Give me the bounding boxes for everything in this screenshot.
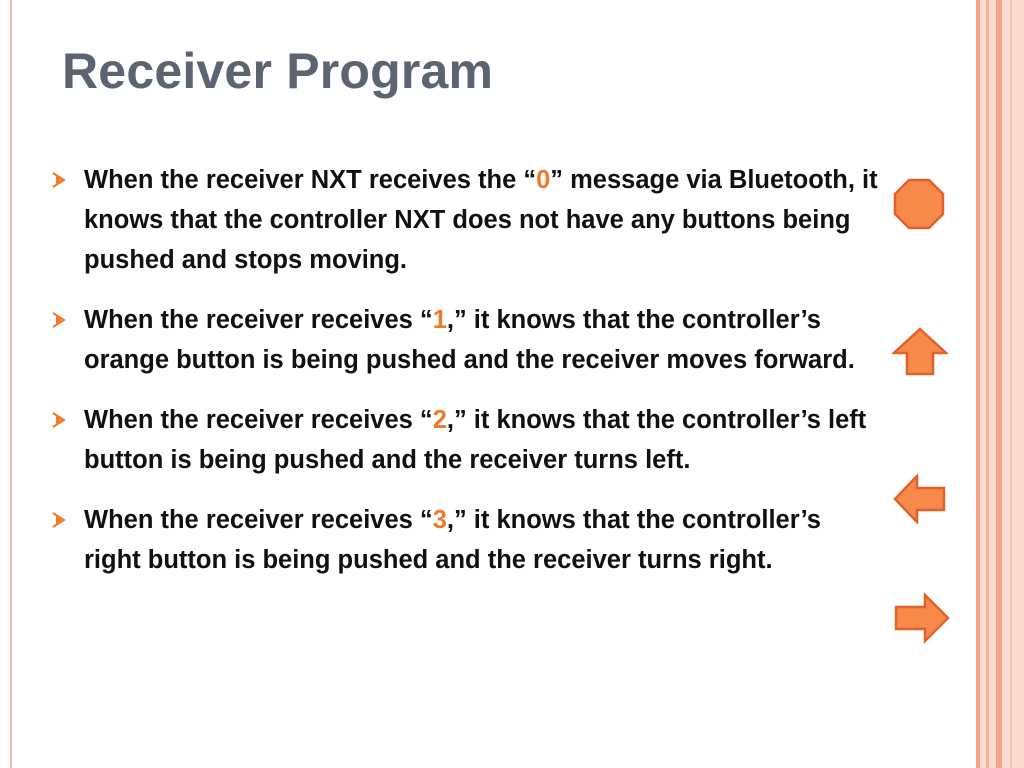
bullet-text-after: ” message via Bluetooth, it knows that the controller NXT does not have any buttons being pushed and stops moving. <box>84 166 878 274</box>
bullet-item <box>52 160 882 280</box>
message-number: 1 <box>432 306 447 334</box>
bullet-arrow-icon <box>52 412 66 428</box>
border-stripe <box>986 0 989 768</box>
bullet-text-before: When the receiver receives “ <box>84 406 433 434</box>
bullet-list <box>52 160 882 580</box>
slide-title: Receiver Program <box>62 43 494 99</box>
border-stripe <box>1010 0 1012 768</box>
bullet-arrow-icon <box>52 512 66 528</box>
message-number: 3 <box>432 506 447 534</box>
arrow-up-icon <box>892 327 948 377</box>
bullet-arrow-icon <box>52 172 66 188</box>
border-stripe <box>976 0 980 768</box>
stop-octagon-icon <box>893 178 945 230</box>
left-border-line <box>10 0 12 768</box>
message-number: 2 <box>432 406 447 434</box>
bullet-text-after: ,” it knows that the controller’s orange button is being pushed and the receiver moves forward. <box>84 306 855 374</box>
bullet-text-before: When the receiver receives “ <box>84 306 433 334</box>
bullet-text-after: ,” it knows that the controller’s left button is being pushed and the receiver turns left. <box>84 406 867 474</box>
arrow-right-icon <box>893 592 951 644</box>
bullet-item <box>52 400 882 480</box>
border-stripe <box>996 0 1002 768</box>
bullet-arrow-icon <box>52 312 66 328</box>
bullet-item <box>52 300 882 380</box>
bullet-text-before: When the receiver receives “ <box>84 506 433 534</box>
bullet-item <box>52 500 882 580</box>
bullet-text-before: When the receiver NXT receives the “ <box>84 166 537 194</box>
message-number: 0 <box>536 166 551 194</box>
bullet-text-after: ,” it knows that the controller’s right button is being pushed and the receiver turns right. <box>84 506 821 574</box>
arrow-left-icon <box>893 474 947 524</box>
